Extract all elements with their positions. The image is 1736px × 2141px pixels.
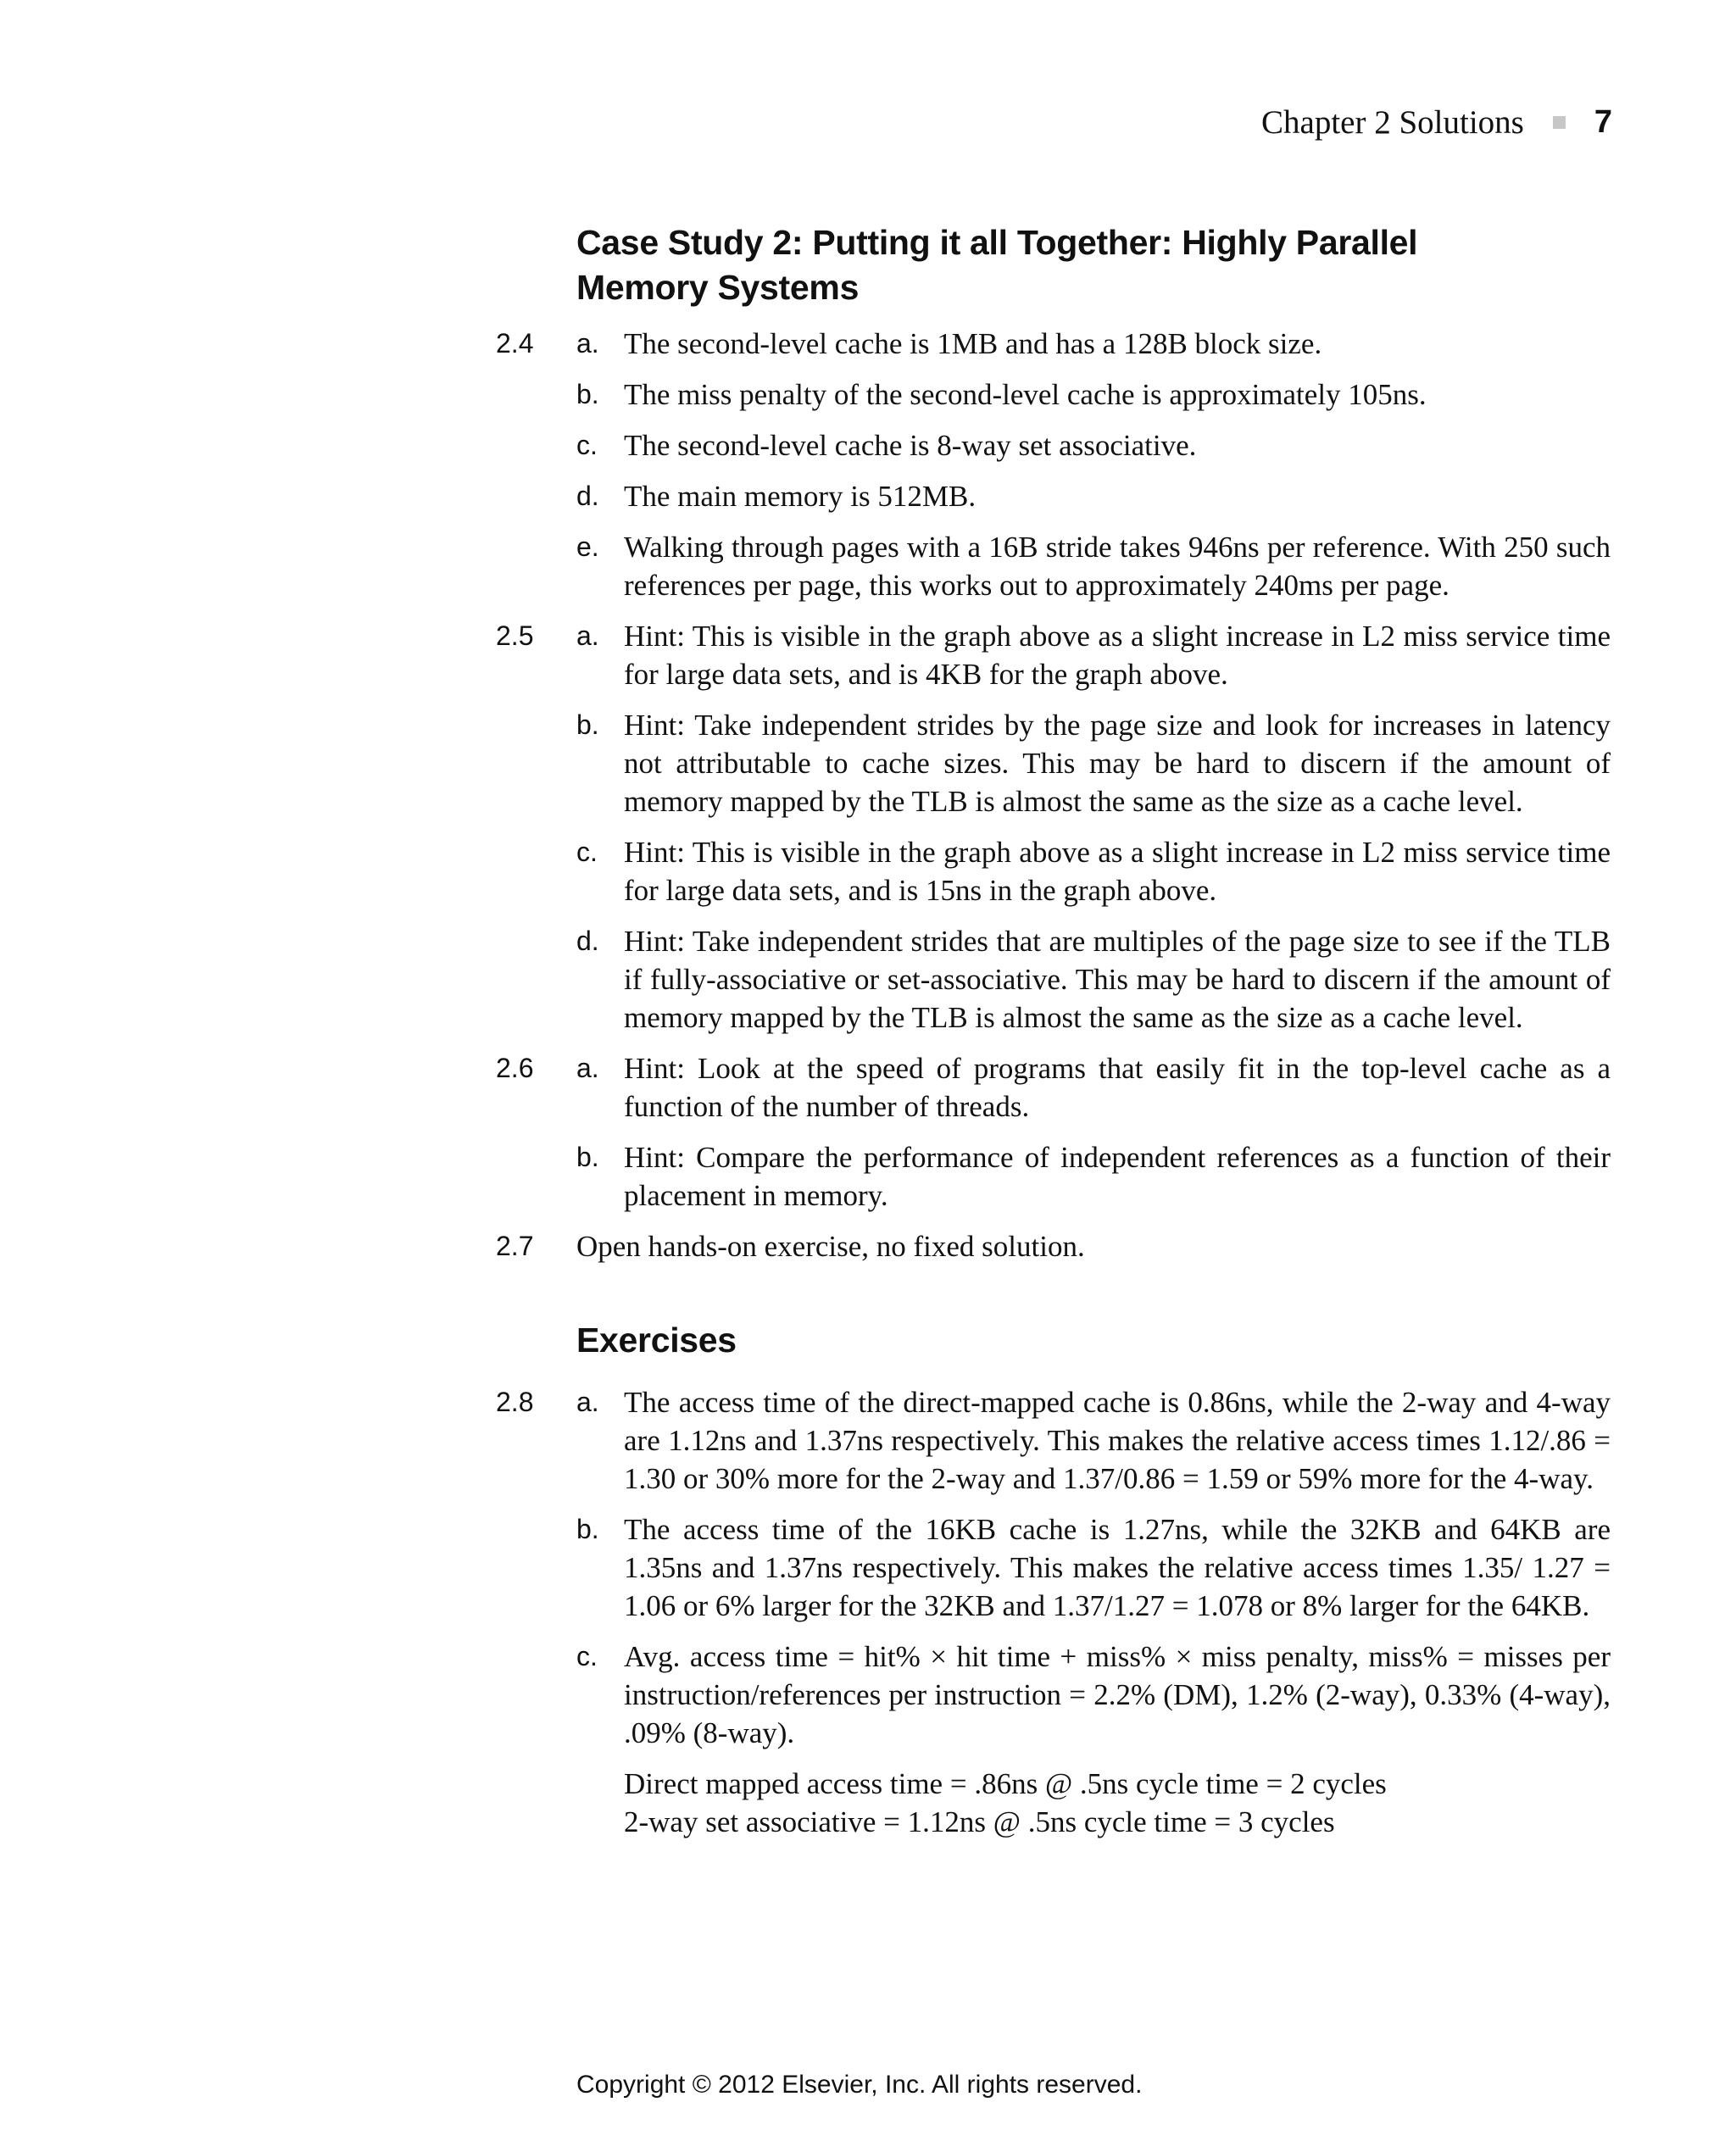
answer-item (576, 1049, 1611, 1126)
item-label: b. (576, 709, 599, 740)
answer-item (576, 1138, 1611, 1215)
answer-item (576, 477, 1611, 515)
answer-item (576, 1638, 1611, 1841)
exercises-title: Exercises (576, 1321, 737, 1360)
item-label: a. (576, 328, 599, 359)
answer-item (576, 617, 1611, 693)
copyright-footer: Copyright © 2012 Elsevier, Inc. All rights reserved. (576, 2071, 1143, 2099)
answer-item (576, 1510, 1611, 1625)
item-label: c. (576, 430, 598, 460)
item-text: Hint: This is visible in the graph above as a slight increase in L2 miss service time for large data sets, and is 4KB for the graph above. (624, 620, 1611, 691)
answer-item (576, 325, 1611, 363)
item-text: The miss penalty of the second-level cache is approximately 105ns. (624, 378, 1427, 411)
item-text: The access time of the 16KB cache is 1.27ns, while the 32KB and 64KB are 1.35ns and 1.37ns respectively. This makes the relative access times 1.35/ 1.27 = 1.06 or 6% larger for the 32KB and 1.37/1.27 = 1.078 or 8% larger for the 64KB. (624, 1513, 1611, 1622)
item-text: The second-level cache is 1MB and has a 128B block size. (624, 327, 1322, 360)
page-number: 7 (1594, 104, 1612, 140)
item-text: The access time of the direct-mapped cache is 0.86ns, while the 2-way and 4-way are 1.12ns and 1.37ns respectively. This makes the relative access times 1.12/.86 = 1.30 or 30% more for the 2-way and 1.37/0.86 = 1.59 or 59% more for the 4-way. (624, 1386, 1611, 1495)
item-body (624, 1638, 1611, 1841)
item-label: c. (576, 837, 598, 867)
answer-item (576, 528, 1611, 604)
answer-item (576, 706, 1611, 820)
item-text: Hint: Compare the performance of independent references as a function of their placement in memory. (624, 1141, 1611, 1212)
separator-square-icon (1553, 116, 1566, 129)
item-label: d. (576, 481, 599, 511)
running-title: Chapter 2 Solutions (1261, 104, 1524, 141)
item-text: Hint: This is visible in the graph above as a slight increase in L2 miss service time for large data sets, and is 15ns in the graph above. (624, 836, 1611, 907)
case-study-title-line-2: Memory Systems (576, 268, 860, 307)
item-text: Avg. access time = hit% × hit time + miss% × miss penalty, miss% = misses per instruction/references per instruction = 2.2% (DM), 1.2% (2-way), 0.33% (4-way), .09% (8-way). (624, 1640, 1611, 1749)
problem-number: 2.6 (496, 1053, 534, 1083)
item-label: b. (576, 1142, 599, 1172)
item-text: The main memory is 512MB. (624, 480, 976, 513)
item-text: Hint: Look at the speed of programs that easily fit in the top-level cache as a function of the number of threads. (624, 1052, 1611, 1123)
item-text: Hint: Take independent strides by the page size and look for increases in latency not attributable to cache sizes. This may be hard to discern if the amount of memory mapped by the TLB is almost the same as the size as a cache level. (624, 709, 1611, 818)
item-label: c. (576, 1641, 598, 1671)
cycle-line: Direct mapped access time = .86ns @ .5ns cycle time = 2 cycles (624, 1767, 1387, 1800)
item-label: d. (576, 926, 599, 956)
problem-number: 2.5 (496, 620, 534, 651)
problem-number: 2.4 (496, 328, 534, 359)
item-label: b. (576, 379, 599, 409)
case-study-title-line-1: Case Study 2: Putting it all Together: Highly Parallel (576, 223, 1418, 262)
case-study-title (576, 220, 1611, 310)
problem-number: 2.7 (496, 1231, 534, 1261)
cycle-lines (624, 1765, 1611, 1841)
item-label: a. (576, 1053, 599, 1083)
item-text: Walking through pages with a 16B stride takes 946ns per reference. With 250 such references per page, this works out to approximately 240ms per page. (624, 531, 1611, 602)
answer-item (576, 1383, 1611, 1498)
item-label: b. (576, 1514, 599, 1544)
problem-2-6 (496, 1049, 1611, 1227)
problem-text: Open hands-on exercise, no fixed solution. (576, 1230, 1085, 1263)
problem-2-4 (496, 325, 1611, 617)
problem-2-7 (496, 1227, 1611, 1265)
page-content (496, 220, 1611, 1854)
answer-item (576, 833, 1611, 909)
problem-number: 2.8 (496, 1387, 534, 1417)
problem-2-8 (496, 1383, 1611, 1854)
cycle-line: 2-way set associative = 1.12ns @ .5ns cycle time = 3 cycles (624, 1805, 1335, 1838)
item-label: a. (576, 620, 599, 651)
item-text: The second-level cache is 8-way set associative. (624, 429, 1197, 462)
running-head (1261, 103, 1612, 142)
answer-item (576, 922, 1611, 1037)
item-label: a. (576, 1387, 599, 1417)
answer-item (576, 426, 1611, 464)
problem-2-5 (496, 617, 1611, 1049)
answer-item (576, 375, 1611, 414)
item-label: e. (576, 531, 599, 562)
item-text: Hint: Take independent strides that are multiples of the page size to see if the TLB if fully-associative or set-associative. This may be hard to discern if the amount of memory mapped by the TLB is almost the same as the size as a cache level. (624, 925, 1611, 1034)
